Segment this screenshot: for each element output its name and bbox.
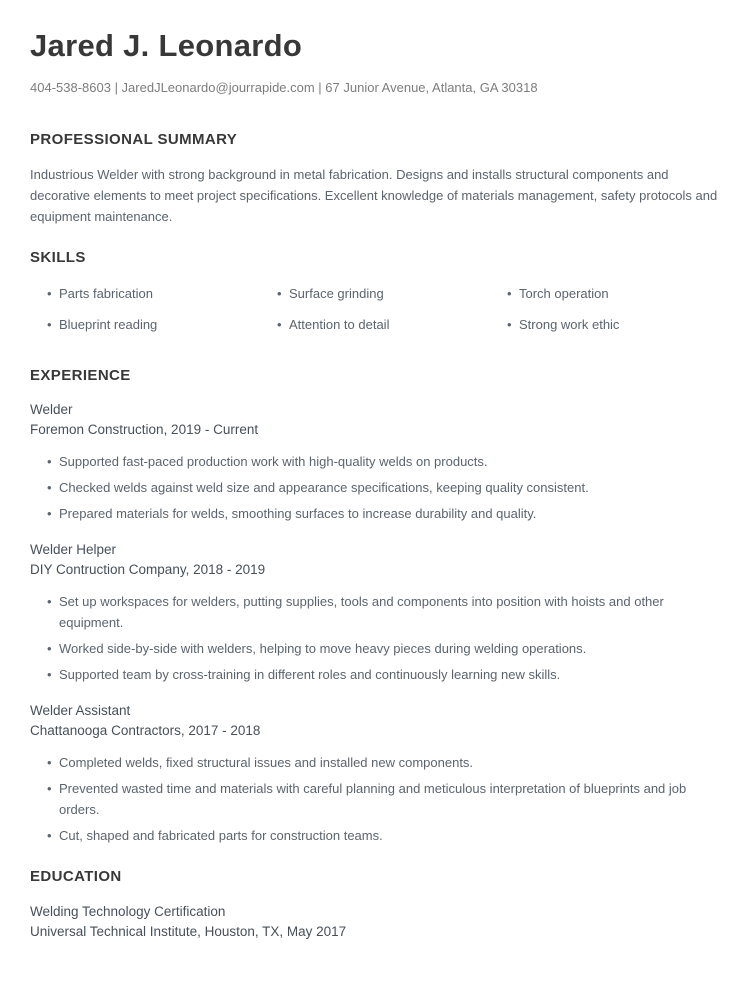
skills-heading: SKILLS (30, 249, 86, 266)
summary-text: Industrious Welder with strong background in metal fabrication. Designs and installs structural components and decorative elements to meet project specifications. Excellent knowledge of materials management, safety protocols and equipment maintenance. (30, 167, 718, 224)
job-company-dates: DIY Contruction Company, 2018 - 2019 (30, 562, 266, 577)
section-education (30, 867, 725, 942)
contact-line: 404-538-8603 | JaredJLeonardo@jourrapide.com | 67 Junior Avenue, Atlanta, GA 30318 (30, 80, 538, 95)
candidate-name: Jared J. Leonardo (30, 28, 303, 63)
skill-item: • Surface grinding (277, 283, 507, 304)
job-company-dates: Foremon Construction, 2019 - Current (30, 422, 259, 437)
education-school-date: Universal Technical Institute, Houston, TX, May 2017 (30, 924, 347, 939)
job-bullet: • Checked welds against weld size and appearance specifications, keeping quality consistent. (47, 477, 725, 498)
skill-item: • Strong work ethic (507, 314, 725, 335)
section-professional-summary (30, 130, 725, 227)
job-company-dates: Chattanooga Contractors, 2017 - 2018 (30, 723, 261, 738)
section-skills (30, 248, 725, 345)
skill-item: • Blueprint reading (47, 314, 277, 335)
job-bullet: • Prepared materials for welds, smoothing surfaces to increase durability and quality. (47, 503, 725, 524)
skills-list (30, 283, 725, 345)
job-title: Welder Assistant (30, 703, 131, 718)
job-bullet-list (30, 591, 725, 685)
job-bullet: • Supported team by cross-training in different roles and continuously learning new skills. (47, 664, 725, 685)
job-bullet: • Cut, shaped and fabricated parts for construction teams. (47, 825, 725, 846)
skill-item: • Parts fabrication (47, 283, 277, 304)
education-heading: EDUCATION (30, 868, 122, 885)
job-bullet: • Supported fast-paced production work with high-quality welds on products. (47, 451, 725, 472)
job-entry (30, 701, 725, 846)
section-experience (30, 366, 725, 846)
job-bullet-list (30, 451, 725, 524)
job-bullet: • Worked side-by-side with welders, helping to move heavy pieces during welding operations. (47, 638, 725, 659)
resume-header (30, 26, 725, 97)
skill-item: • Torch operation (507, 283, 725, 304)
job-bullet: • Set up workspaces for welders, putting supplies, tools and components into position with hoists and other equipment. (47, 591, 725, 633)
job-entry (30, 540, 725, 685)
summary-heading: PROFESSIONAL SUMMARY (30, 131, 238, 148)
skill-item: • Attention to detail (277, 314, 507, 335)
job-bullet: • Prevented wasted time and materials with careful planning and meticulous interpretation of blueprints and job orders. (47, 778, 725, 820)
education-degree: Welding Technology Certification (30, 904, 226, 919)
experience-heading: EXPERIENCE (30, 367, 131, 384)
job-entry (30, 400, 725, 524)
job-bullet: • Completed welds, fixed structural issues and installed new components. (47, 752, 725, 773)
job-bullet-list (30, 752, 725, 846)
job-title: Welder Helper (30, 542, 117, 557)
job-title: Welder (30, 402, 73, 417)
